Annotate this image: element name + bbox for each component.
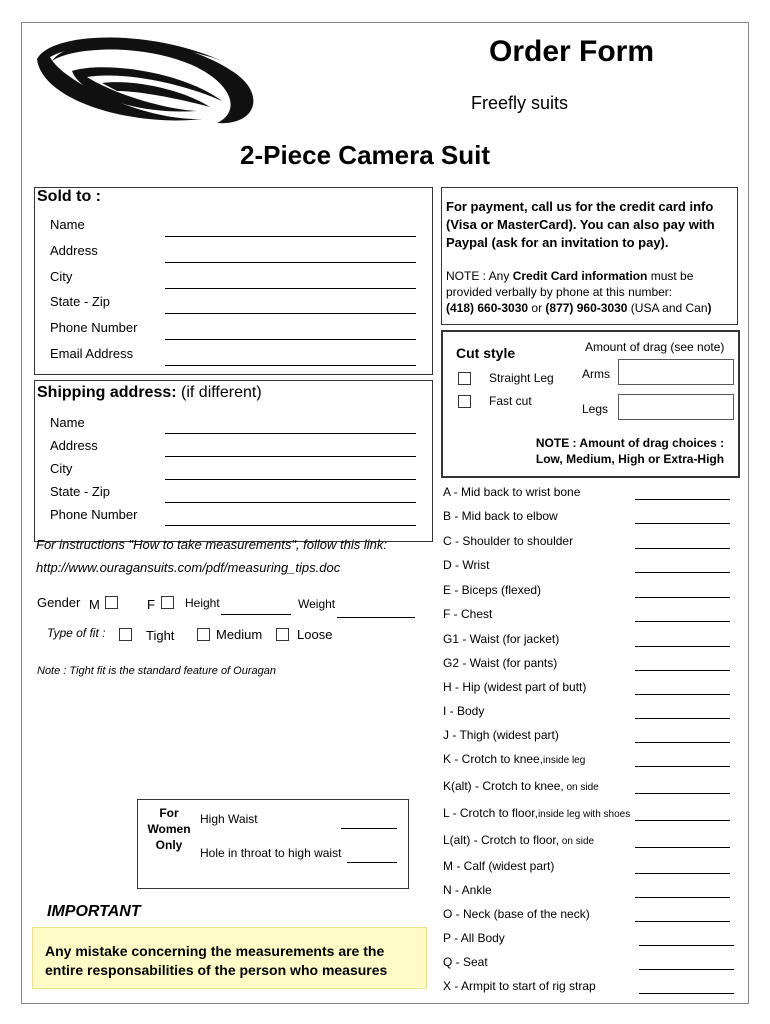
payment-note [446,268,736,316]
sold-to-phone-field[interactable] [165,339,416,340]
measurement-label [443,485,580,499]
order-form-page [21,22,749,1004]
important-title: IMPORTANT [47,903,141,920]
fit-tight-label: Tight [146,628,175,643]
sold-to-name-label: Name [50,217,85,232]
measurement-field[interactable] [635,793,730,794]
shipping-address-box [34,380,433,542]
ship-phone-label: Phone Number [50,507,138,522]
measurement-label-text: I - Body [443,704,485,718]
ship-state-zip-field[interactable] [165,502,416,503]
measurement-label [443,955,488,969]
measurement-field[interactable] [635,921,730,922]
fit-loose-label: Loose [297,627,333,642]
payment-region-prefix: (USA and Can [627,301,708,315]
measurement-label-text: N - Ankle [443,883,492,897]
measurement-label-text: O - Neck (base of the neck) [443,907,590,921]
gender-f-label: F [147,597,155,612]
measurement-label [443,859,554,873]
gender-m-label: M [89,597,100,612]
payment-note-bold: Credit Card information [512,269,648,283]
measurement-field[interactable] [635,742,730,743]
height-field[interactable] [221,614,291,615]
measurement-label-text: G1 - Waist (for jacket) [443,632,560,646]
measurement-label-text: M - Calf (widest part) [443,859,555,873]
fit-medium-checkbox[interactable] [197,628,210,641]
important-box [32,927,427,989]
measurement-label-text: L - Crotch to floor, [443,806,538,820]
measurement-label-text: C - Shoulder to shoulder [443,534,574,548]
measurement-field[interactable] [635,820,730,821]
ship-city-field[interactable] [165,479,416,480]
gender-label: Gender [37,595,81,610]
high-waist-field[interactable] [341,828,397,829]
measurement-label-text: D - Wrist [443,558,490,572]
fit-loose-checkbox[interactable] [276,628,289,641]
women-only-title: For Women Only [147,806,191,852]
measurement-label [443,583,541,597]
payment-or: or [528,301,546,315]
sold-to-city-label: City [50,269,73,284]
measurement-field[interactable] [635,766,730,767]
gender-f-checkbox[interactable] [161,596,174,609]
measurement-label-note: on side [563,782,599,793]
measurement-label [443,883,492,897]
ship-address-label: Address [50,438,98,453]
measurement-label [443,979,596,993]
measurement-label-text: H - Hip (widest part of butt) [443,680,587,694]
high-waist-label: High Waist [200,812,258,826]
instructions-text: For instructions "How to take measurements", follow this link: [36,537,387,552]
measurement-field[interactable] [635,548,730,549]
fast-cut-label: Fast cut [489,394,532,408]
measurement-label [443,752,585,766]
measurement-label-text: J - Thigh (widest part) [443,728,559,742]
sold-to-name-field[interactable] [165,236,416,237]
sold-to-city-field[interactable] [165,288,416,289]
shipping-title-note: (if different) [181,384,262,401]
important-text: Any mistake concerning the measurements are the entire responsabilities of the person who measures [45,943,388,978]
shipping-title-text: Shipping address: [37,384,177,401]
measurement-label [443,558,489,572]
measurement-field[interactable] [635,694,730,695]
form-subtitle: Freefly suits [471,93,569,113]
measurement-label-text: L(alt) - Crotch to floor, [443,833,560,847]
arms-drag-input[interactable] [618,359,734,385]
fit-label: Type of fit : [47,626,106,640]
women-only-box [137,799,409,889]
sold-to-email-field[interactable] [165,365,416,366]
measurement-label [443,779,599,793]
sold-to-state-zip-field[interactable] [165,313,416,314]
throat-to-waist-field[interactable] [347,862,397,863]
measurement-label [443,632,559,646]
measurement-label-text: A - Mid back to wrist bone [443,485,581,499]
measurement-label [443,833,594,847]
sold-to-state-zip-label: State - Zip [50,294,110,309]
measurement-label [443,806,630,820]
ship-state-zip-label: State - Zip [50,484,110,499]
measurement-field[interactable] [635,670,730,671]
sold-to-address-field[interactable] [165,262,416,263]
ship-name-label: Name [50,415,85,430]
payment-text: For payment, call us for the credit card info (Visa or MasterCard). You can also pay with Paypal (ask for an invitation to pay). [446,199,715,250]
arms-label: Arms [582,367,610,381]
measurement-label-text: F - Chest [443,607,493,621]
measurement-field[interactable] [635,572,730,573]
measurement-label-note: on side [559,836,595,847]
fast-cut-checkbox[interactable] [458,395,471,408]
measurement-label-note: inside leg [543,755,586,766]
gender-m-checkbox[interactable] [105,596,118,609]
payment-note-rest: must be provided verbally by phone at this number: [446,269,694,299]
measurement-label [443,509,558,523]
payment-box [441,187,738,325]
weight-label: Weight [298,597,336,611]
measurement-field[interactable] [635,523,730,524]
ship-phone-field[interactable] [165,525,416,526]
measurement-field[interactable] [635,621,730,622]
measurement-field[interactable] [635,897,730,898]
sold-to-phone-label: Phone Number [50,320,138,335]
measurement-label [443,907,590,921]
measurement-field[interactable] [639,945,734,946]
product-title: 2-Piece Camera Suit [240,140,491,170]
sold-to-title: Sold to : [37,188,101,205]
height-label: Height [185,596,220,610]
measurement-field[interactable] [635,646,730,647]
form-title: Order Form [489,35,655,68]
measurement-field[interactable] [635,847,730,848]
shipping-title [37,384,262,402]
payment-phone-2: (877) 960-3030 [545,301,628,315]
measurement-field[interactable] [635,499,730,500]
measurement-field[interactable] [639,993,734,994]
drag-note: NOTE : Amount of drag choices : Low, Medium, High or Extra-High [535,436,725,466]
legs-drag-input[interactable] [618,394,734,420]
payment-phone-1: (418) 660-3030 [446,301,529,315]
measurement-field[interactable] [635,873,730,874]
measurement-label-text: X - Armpit to start of rig strap [443,979,596,993]
instructions-link[interactable]: http://www.ouragansuits.com/pdf/measuring_tips.doc [36,560,341,575]
straight-leg-checkbox[interactable] [458,372,471,385]
measurement-label [443,680,586,694]
legs-label: Legs [582,402,609,416]
fit-tight-checkbox[interactable] [119,628,132,641]
measurement-field[interactable] [635,718,730,719]
fit-note: Note : Tight fit is the standard feature of Ouragan [37,665,276,677]
measurement-label [443,931,505,945]
measurement-label-text: E - Biceps (flexed) [443,583,542,597]
straight-leg-label: Straight Leg [489,371,554,385]
drag-label: Amount of drag (see note) [585,340,725,354]
measurement-label-note: inside leg with shoes [537,809,631,820]
measurement-label [443,704,484,718]
measurement-field[interactable] [635,597,730,598]
swirl-logo [32,31,262,131]
payment-region-suffix: ) [707,301,712,315]
cut-style-box [441,330,740,478]
fit-medium-label: Medium [216,627,263,642]
measurement-label-text: Q - Seat [443,955,488,969]
payment-note-prefix: NOTE : Any [446,269,513,283]
ship-name-field[interactable] [165,433,416,434]
measurement-label-text: G2 - Waist (for pants) [443,656,558,670]
measurement-label-text: K(alt) - Crotch to knee, [443,779,564,793]
measurement-label [443,607,492,621]
measurement-label-text: B - Mid back to elbow [443,509,558,523]
measurement-label [443,728,559,742]
measurement-label [443,534,573,548]
sold-to-box [34,187,433,375]
measurement-label [443,656,557,670]
cut-style-title: Cut style [456,345,516,361]
measurement-field[interactable] [639,969,734,970]
sold-to-email-label: Email Address [50,346,134,361]
measurement-label-text: K - Crotch to knee, [443,752,544,766]
weight-field[interactable] [337,617,415,618]
measurement-label-text: P - All Body [443,931,505,945]
ship-city-label: City [50,461,73,476]
ship-address-field[interactable] [165,456,416,457]
sold-to-address-label: Address [50,243,98,258]
throat-to-waist-label: Hole in throat to high waist [200,846,342,860]
